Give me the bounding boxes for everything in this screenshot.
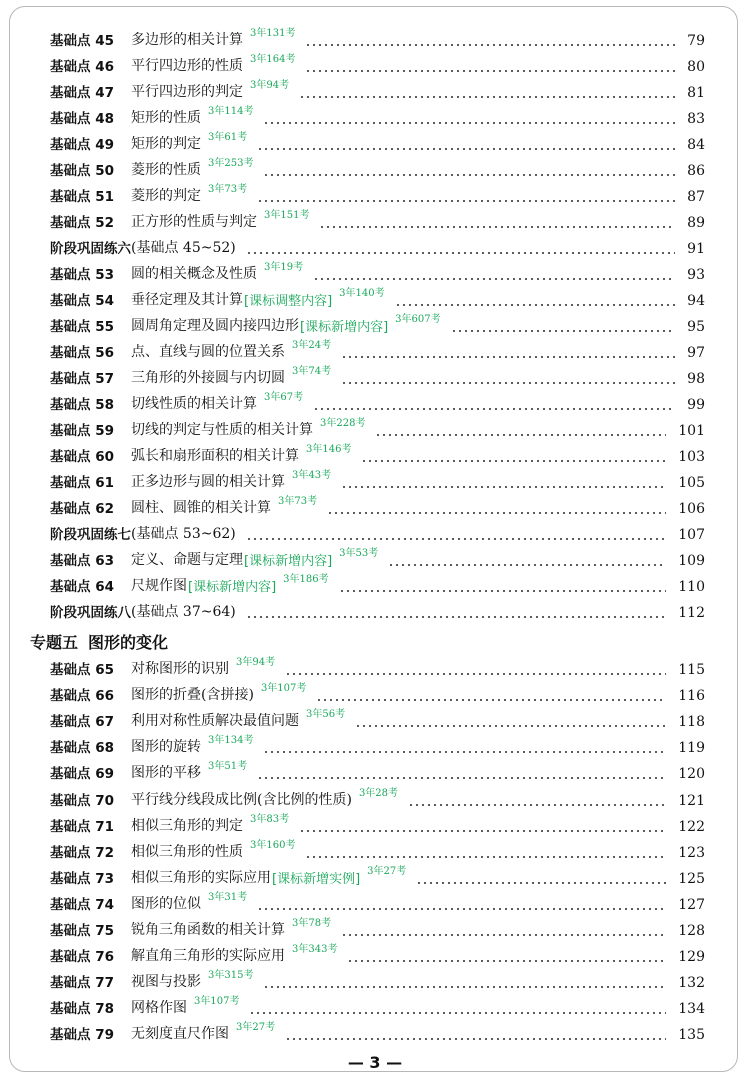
entry-title [131,893,247,913]
entry-title [131,575,329,595]
exam-count: 3年315考 [208,970,254,982]
exam-count: 3年67考 [264,392,304,403]
exam-count: 3年228考 [320,418,366,429]
toc-row [0,287,750,313]
entry-code: 基础点 67 [50,714,114,731]
entry-title-text: 正方形的性质与判定 [131,214,257,230]
exam-count: 3年78考 [292,918,332,929]
entry-title [131,185,247,205]
entry-title-text: 图形的平移 [131,765,201,782]
entry-title-text: 圆的相关概念及性质 [131,266,257,282]
exam-count: 3年140考 [339,288,385,299]
entry-page: 123 [678,844,705,861]
dot-leader [319,226,675,228]
toc-row [0,79,750,105]
entry-code: 基础点 79 [50,1027,114,1044]
toc-row [0,708,750,734]
entry-title [131,419,365,439]
exam-count: 3年83考 [250,813,290,825]
entry-code: 基础点 62 [50,501,114,517]
entry-code: 基础点 66 [50,688,114,705]
entry-code: 基础点 50 [50,163,114,179]
dot-leader [416,882,666,884]
dot-leader [249,1012,666,1014]
entry-title-text: 图形的旋转 [131,739,201,756]
dot-leader [375,434,666,436]
dot-leader [341,934,666,936]
dot-leader [285,673,666,675]
exam-count: 3年94考 [236,657,276,668]
entry-title [131,997,239,1017]
exam-count: 3年131考 [250,28,296,39]
syllabus-tag: [课标新增内容] [188,580,277,595]
exam-count: 3年56考 [306,709,346,721]
entry-title [131,815,289,835]
exam-count: 3年61考 [208,132,248,143]
exam-count: 3年28考 [358,787,399,799]
entry-title-text: 相似三角形的性质 [131,843,243,860]
dot-leader [339,590,666,592]
entry-page: 106 [678,501,705,517]
toc-row [0,839,750,865]
dot-leader [408,804,666,806]
entry-page: 84 [687,137,705,153]
entry-title [131,315,441,335]
entry-title [131,81,289,101]
exam-count: 3年107考 [260,683,307,695]
exam-count: 3年27考 [367,865,407,877]
exam-count: 3年343考 [292,944,338,956]
exam-count: 3年253考 [208,158,254,169]
toc-row [0,157,750,183]
entry-code: 基础点 68 [50,740,114,757]
toc-row [0,787,750,813]
entry-page: 112 [678,605,705,621]
toc-row [0,969,750,995]
dot-leader [257,200,675,202]
entry-title [131,341,331,361]
dot-leader [347,960,666,962]
entry-page: 115 [678,662,705,678]
entry-code: 基础点 55 [50,319,114,335]
dot-leader [246,616,666,618]
toc-row [0,995,750,1021]
dot-leader [313,408,675,410]
entry-page: 125 [678,870,705,887]
dot-leader [361,460,666,462]
entry-code: 基础点 54 [50,293,114,309]
dot-leader [305,70,675,72]
exam-count: 3年73考 [278,496,318,507]
toc-row [0,443,750,469]
entry-title [131,393,303,413]
exam-count: 3年160考 [250,839,296,851]
toc-row [0,943,750,969]
entry-title [131,159,253,179]
entry-title-text: 点、直线与圆的位置关系 [131,344,285,360]
entry-page: 127 [678,896,705,913]
entry-title-text: 矩形的性质 [131,110,201,126]
entry-title-text: 相似三角形的实际应用 [131,869,271,886]
entry-title-text: (基础点 45~52) [131,240,236,256]
exam-count: 3年164考 [250,54,296,65]
entry-title [131,658,275,678]
entry-code: 基础点 69 [50,766,114,783]
dot-leader [263,122,675,124]
entry-page: 95 [687,319,705,335]
entry-title-text: 无刻度直尺作图 [131,1026,229,1043]
entry-title-text: 尺规作图 [131,578,187,594]
entry-page: 122 [678,818,705,835]
toc-row [0,865,750,891]
entry-title-text: 三角形的外接圆与内切圆 [131,370,285,386]
entry-title-text: 平行线分线段成比例(含比例的性质) [131,791,352,808]
entry-page: 105 [678,475,705,491]
stage-review-row [0,235,750,261]
entry-title-text: 对称图形的识别 [131,661,229,677]
entry-page: 132 [678,975,705,992]
toc-row [0,105,750,131]
entry-title [131,107,253,127]
entry-code: 基础点 73 [50,870,114,887]
toc-row [0,365,750,391]
entry-title [131,497,317,517]
entry-title [131,867,406,887]
entry-title-text: 圆柱、圆锥的相关计算 [131,500,271,516]
entry-title [131,211,309,231]
section-name: 图形的变化 [88,633,169,652]
syllabus-tag: [课标调整内容] [244,294,333,309]
toc-row [0,917,750,943]
dot-leader [257,777,666,779]
entry-title-text: 多边形的相关计算 [131,32,243,48]
page-number: — 3 — [347,1053,403,1072]
entry-page: 101 [678,423,705,439]
entry-title [50,523,236,543]
entry-title-text: 图形的位似 [131,895,201,912]
entry-code: 基础点 48 [50,111,114,127]
entry-title [131,919,331,939]
entry-page: 98 [687,371,705,387]
toc-row [0,573,750,599]
dot-leader [313,278,675,280]
entry-title [131,971,253,991]
toc-row [0,27,750,53]
dot-leader [299,96,675,98]
toc-row [0,131,750,157]
exam-count: 3年53考 [339,548,379,559]
exam-count: 3年134考 [208,735,254,747]
exam-count: 3年19考 [264,262,304,273]
entry-title-text: 锐角三角函数的相关计算 [131,922,285,938]
entry-code: 基础点 53 [50,267,114,283]
entry-code: 基础点 70 [50,792,114,809]
entry-title [131,945,337,965]
entry-title-text: 视图与投影 [131,974,201,991]
dot-leader [341,356,675,358]
exam-count: 3年151考 [264,210,310,221]
dot-leader [299,830,666,832]
toc-row [0,547,750,573]
dot-leader [257,908,666,910]
toc-row [0,734,750,760]
entry-title-text: 解直角三角形的实际应用 [131,948,285,965]
entry-page: 83 [687,111,705,127]
entry-page: 134 [678,1001,705,1018]
toc-row [0,183,750,209]
entry-code: 基础点 58 [50,397,114,413]
entry-page: 121 [678,792,705,809]
exam-count: 3年31考 [208,891,248,903]
dot-leader [246,538,666,540]
section-label: 专题五 [30,633,79,652]
entry-title [131,710,345,730]
entry-page: 120 [678,766,705,783]
entry-code: 基础点 77 [50,975,114,992]
entry-title-text: 矩形的判定 [131,136,201,152]
entry-page: 103 [678,449,705,465]
entry-title [131,549,378,569]
entry-page: 99 [687,397,705,413]
entry-code: 基础点 63 [50,553,114,569]
exam-count: 3年107考 [194,996,240,1008]
stage-review-row [0,599,750,625]
dot-leader [341,486,666,488]
entry-page: 109 [678,553,705,569]
entry-title [131,1023,275,1043]
entry-code: 基础点 52 [50,215,114,231]
entry-code: 基础点 47 [50,85,114,101]
entry-title [131,289,385,309]
entry-title-text: 平行四边形的判定 [131,84,243,100]
entry-title [131,367,331,387]
entry-page: 91 [687,241,705,257]
entry-page: 81 [687,85,705,101]
toc-row [0,682,750,708]
dot-leader [263,751,666,753]
entry-title-text: 切线的判定与性质的相关计算 [131,422,313,438]
entry-page: 79 [687,33,705,49]
entry-code: 基础点 72 [50,844,114,861]
entry-title-text: 图形的折叠(含拼接) [131,687,254,704]
exam-count: 3年24考 [292,340,332,351]
dot-leader [327,512,666,514]
entry-title [131,263,303,283]
entry-code: 基础点 65 [50,662,114,678]
exam-count: 3年607考 [395,314,441,325]
exam-count: 3年114考 [208,106,254,117]
entry-code: 基础点 49 [50,137,114,153]
entry-title-text: (基础点 53~62) [131,526,236,542]
entry-title [131,445,351,465]
entry-title [131,736,253,756]
entry-title [131,684,306,704]
entry-title [50,237,236,257]
exam-count: 3年43考 [292,470,332,481]
entry-page: 135 [678,1027,705,1044]
dot-leader [257,148,675,150]
entry-title [50,601,236,621]
entry-page: 87 [687,189,705,205]
entry-title [131,762,247,782]
toc-row [0,53,750,79]
exam-count: 3年186考 [283,574,329,585]
dot-leader [316,699,666,701]
entry-page: 94 [687,293,705,309]
entry-page: 86 [687,163,705,179]
syllabus-tag: [课标新增实例] [272,871,361,887]
exam-count: 3年51考 [208,761,248,773]
exam-count: 3年27考 [236,1022,276,1034]
exam-count: 3年73考 [208,184,248,195]
entry-title-text: 相似三角形的判定 [131,817,243,834]
entry-code: 基础点 45 [50,33,114,49]
entry-title-text: 圆周角定理及圆内接四边形 [131,318,299,334]
entry-page: 110 [678,579,705,595]
stage-name: 阶段巩固练七 [50,527,131,543]
exam-count: 3年94考 [250,80,290,91]
dot-leader [388,564,666,566]
entry-title-text: 定义、命题与定理 [131,552,243,568]
toc-row [0,469,750,495]
entry-page: 93 [687,267,705,283]
exam-count: 3年146考 [306,444,352,455]
entry-page: 128 [678,923,705,939]
entry-page: 129 [678,949,705,966]
entry-code: 基础点 64 [50,579,114,595]
entry-code: 基础点 74 [50,896,114,913]
entry-title-text: 网格作图 [131,1000,187,1017]
entry-page: 97 [687,345,705,361]
entry-page: 116 [678,688,705,705]
entry-title-text: 弧长和扇形面积的相关计算 [131,448,299,464]
toc-row [0,656,750,682]
toc-row [0,891,750,917]
entry-code: 基础点 51 [50,189,114,205]
entry-title [131,841,295,861]
stage-name: 阶段巩固练六 [50,241,131,257]
entry-title-text: 垂径定理及其计算 [131,292,243,308]
entry-code: 基础点 61 [50,475,114,491]
entry-code: 基础点 75 [50,923,114,939]
entry-page: 118 [678,714,705,731]
entry-title-text: 利用对称性质解决最值问题 [131,713,299,730]
entry-page: 80 [687,59,705,75]
toc-row [0,760,750,786]
entry-title [131,29,295,49]
entry-title-text: 菱形的性质 [131,162,201,178]
dot-leader [341,382,675,384]
entry-title [131,55,295,75]
entry-title [131,789,398,809]
entry-code: 基础点 78 [50,1001,114,1018]
dot-leader [246,252,675,254]
entry-page: 89 [687,215,705,231]
dot-leader [395,304,675,306]
entry-title-text: 正多边形与圆的相关计算 [131,474,285,490]
entry-code: 基础点 56 [50,345,114,361]
dot-leader [285,1038,666,1040]
entry-page: 119 [678,740,705,757]
entry-code: 基础点 60 [50,449,114,465]
entry-title-text: (基础点 37~64) [131,604,236,620]
dot-leader [451,330,675,332]
entry-page: 107 [678,527,705,543]
toc-row [0,313,750,339]
dot-leader [305,856,666,858]
syllabus-tag: [课标新增内容] [300,320,389,335]
entry-title-text: 菱形的判定 [131,188,201,204]
dot-leader [305,44,675,46]
toc-row [0,813,750,839]
dot-leader [355,725,666,727]
toc-row [0,339,750,365]
toc-row [0,495,750,521]
section-heading [30,630,168,653]
entry-code: 基础点 71 [50,818,114,835]
exam-count: 3年74考 [292,366,332,377]
entry-title-text: 平行四边形的性质 [131,58,243,74]
entry-title-text: 切线性质的相关计算 [131,396,257,412]
entry-code: 基础点 57 [50,371,114,387]
entry-code: 基础点 59 [50,423,114,439]
entry-title [131,133,247,153]
toc-row [0,417,750,443]
entry-title [131,471,331,491]
dot-leader [263,174,675,176]
stage-name: 阶段巩固练八 [50,605,131,621]
entry-code: 基础点 76 [50,949,114,966]
toc-row [0,209,750,235]
toc-row [0,1021,750,1047]
syllabus-tag: [课标新增内容] [244,554,333,569]
dot-leader [263,986,666,988]
entry-code: 基础点 46 [50,59,114,75]
toc-row [0,391,750,417]
